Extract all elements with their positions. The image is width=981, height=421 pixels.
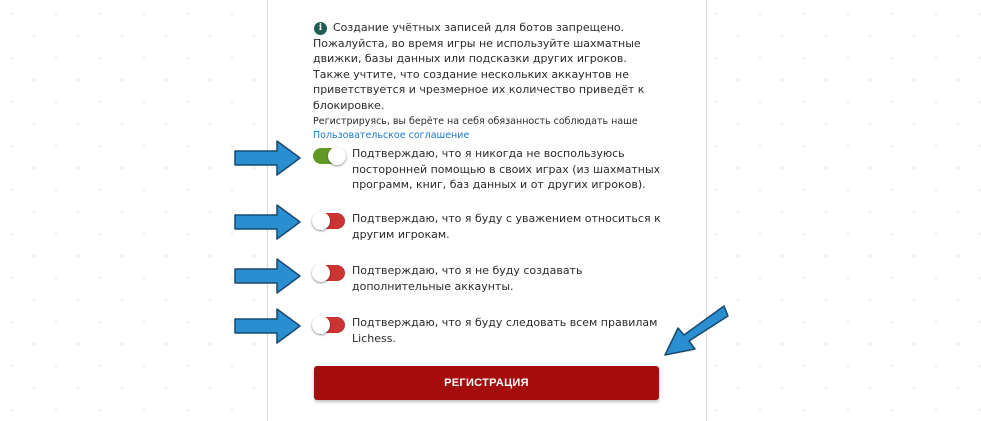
agreement-prefix: Регистрируясь, вы берёте на себя обязанность соблюдать наше [313, 116, 638, 127]
bot-policy-notice [313, 20, 663, 143]
user-agreement-link[interactable]: Пользовательское соглашение [313, 130, 470, 141]
pointer-arrow-icon [233, 138, 303, 178]
toggle-no-assistance[interactable] [313, 148, 345, 164]
toggle-knob [312, 212, 330, 230]
info-icon: i [314, 22, 327, 35]
toggle-knob [312, 316, 330, 334]
agreement-notice [313, 115, 663, 143]
confirm-no-extra-accounts-label: Подтверждаю, что я не буду создавать дополнительные аккаунты. [352, 264, 583, 293]
toggle-knob [328, 147, 346, 165]
toggle-no-extra-accounts[interactable] [313, 265, 345, 281]
register-button[interactable]: РЕГИСТРАЦИЯ [314, 366, 659, 400]
pointer-arrow-icon [233, 306, 303, 346]
toggle-respect-players[interactable] [313, 213, 345, 229]
confirm-no-assistance-label: Подтверждаю, что я никогда не воспользуюсь посторонней помощью в своих играх (из шахматных программ, книг, баз данных и от других игроков). [352, 147, 661, 191]
confirm-follow-rules-label: Подтверждаю, что я буду следовать всем правилам Lichess. [352, 316, 658, 345]
confirm-respect-players-label: Подтверждаю, что я буду с уважением относиться к другим игрокам. [352, 212, 661, 241]
notice-text-block [313, 20, 663, 113]
pointer-arrow-icon [233, 202, 303, 242]
toggle-follow-rules[interactable] [313, 317, 345, 333]
toggle-knob [312, 264, 330, 282]
pointer-arrow-icon [658, 302, 730, 364]
notice-text: Создание учётных записей для ботов запрещено. Пожалуйста, во время игры не используйте шахматные движки, базы данных или подсказки других игроков. Также учтите, что создание нескольких аккаунтов не приветствуется и чрезмерное их количество приведёт к блокировке. [313, 21, 645, 112]
pointer-arrow-icon [233, 256, 303, 296]
